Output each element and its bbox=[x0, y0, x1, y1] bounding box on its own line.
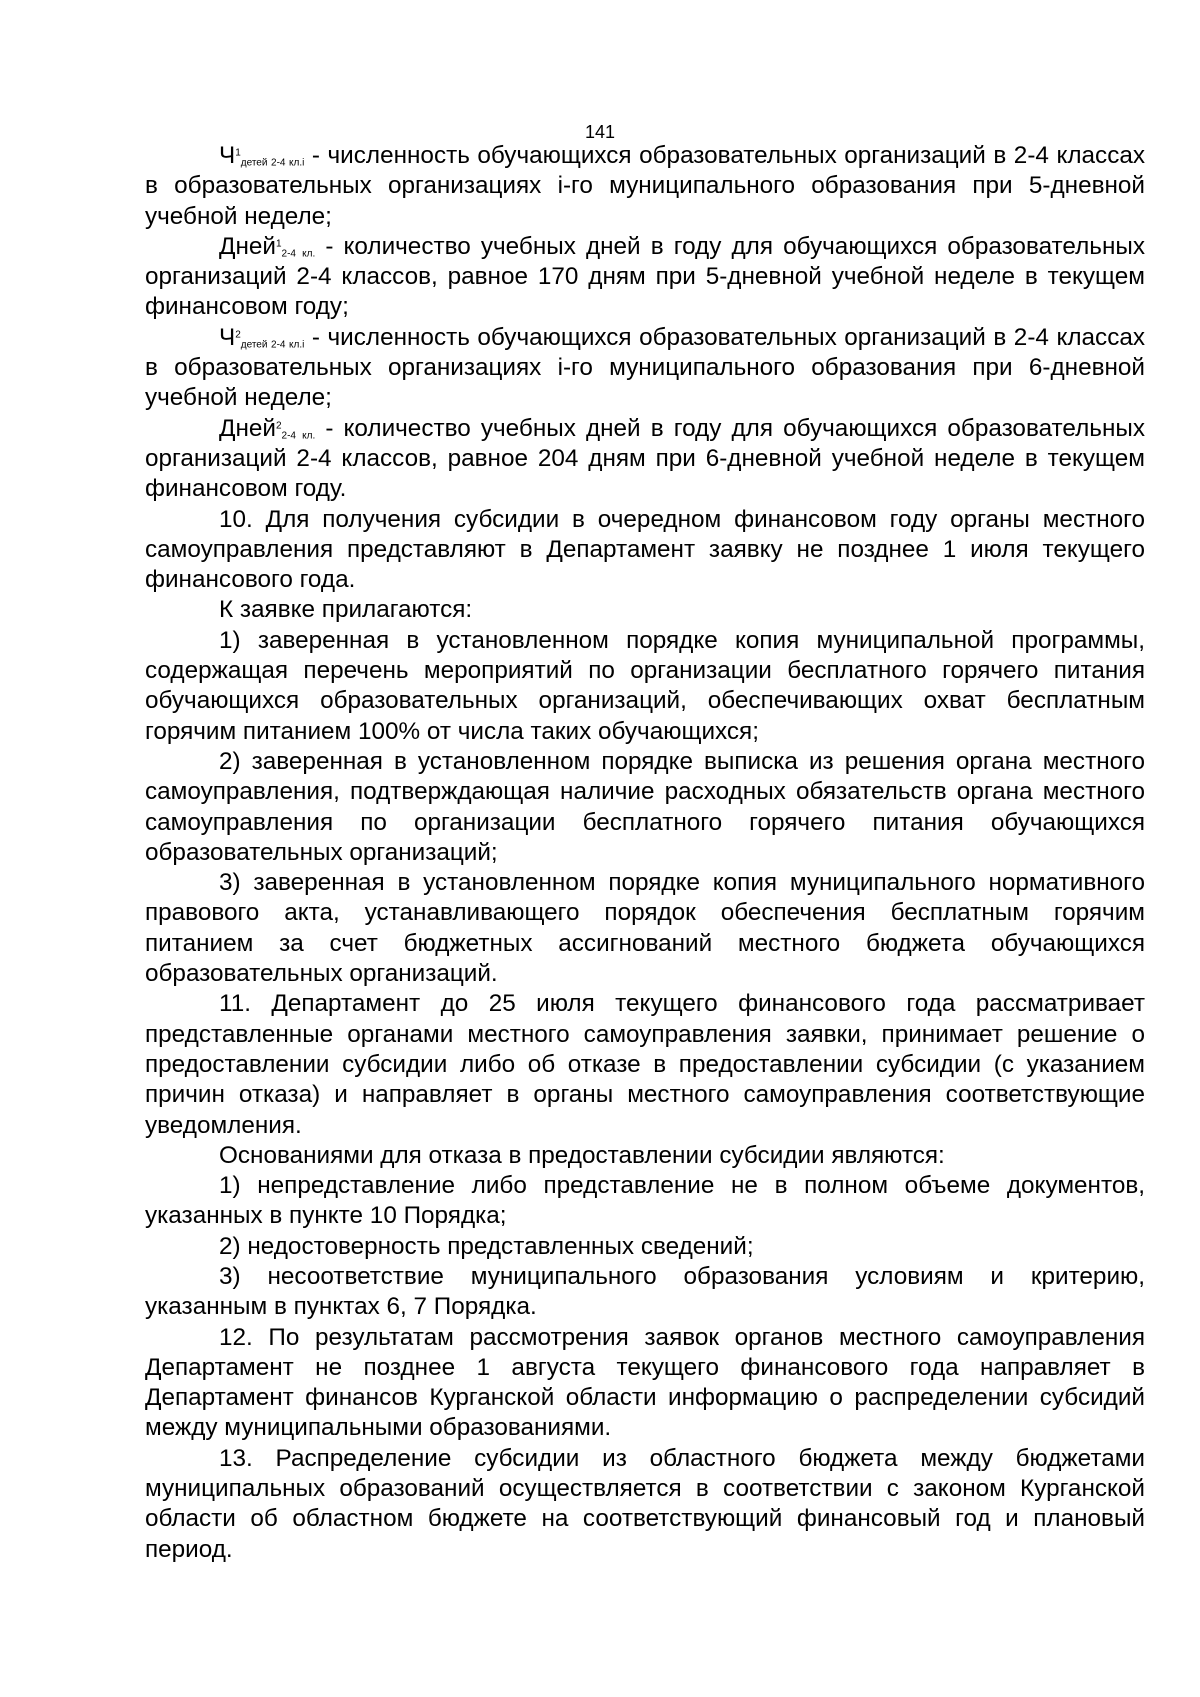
formula-symbol: Ч bbox=[219, 142, 236, 169]
formula-symbol: Дней bbox=[219, 414, 276, 442]
paragraph-refusal-ground-3: 3) несоответствие муниципального образования условиям и критерию, указанным в пунктах 6, 7 Порядка. bbox=[145, 1262, 1145, 1321]
paragraph-attachment-2: 2) заверенная в установленном порядке выписка из решения органа местного самоуправления, подтверждающая наличие расходных обязательств органа местного самоуправления по организации бесплатного горячего питания обучающихся образовательных организаций; bbox=[145, 747, 1145, 866]
formula-subscript: 2-4 кл. bbox=[281, 248, 316, 260]
paragraph-attachment-3: 3) заверенная в установленном порядке копия муниципального нормативного правового акта, устанавливающего порядок обеспечения бесплатным горячим питанием за счет бюджетных ассигнований местного бюджета обучающихся образовательных организаций. bbox=[145, 869, 1145, 988]
paragraph-item-12: 12. По результатам рассмотрения заявок органов местного самоуправления Департамент не позднее 1 августа текущего финансового года направляет в Департамент финансов Курганской области информацию о распределении субсидий между муниципальными образованиями. bbox=[145, 1323, 1145, 1442]
formula-subscript: детей 2-4 кл.i bbox=[240, 157, 305, 169]
formula-description: - количество учебных дней в году для обучающихся образовательных организаций 2-4 классов, равное 204 дням при 6-дневной учебной неделе в текущем финансовом году. bbox=[145, 414, 1145, 503]
formula-subscript: 2-4 кл. bbox=[281, 430, 316, 442]
paragraph-item-13: 13. Распределение субсидии из областного бюджета между бюджетами муниципальных образований осуществляется в соответствии с законом Курганской области об областном бюджете на соответствующий финансовый год и плановый период. bbox=[145, 1444, 1145, 1563]
paragraph-refusal-grounds-intro: Основаниями для отказа в предоставлении субсидии являются: bbox=[219, 1141, 945, 1169]
paragraph-refusal-ground-1: 1) непредставление либо представление не в полном объеме документов, указанных в пункте 10 Порядка; bbox=[145, 1172, 1145, 1230]
formula-superscript: 1 bbox=[275, 238, 282, 250]
page-number: 141 bbox=[584, 122, 616, 142]
paragraph-attachments-intro: К заявке прилагаются: bbox=[219, 596, 473, 624]
formula-subscript: детей 2-4 кл.i bbox=[240, 339, 305, 351]
formula-description: - численность обучающихся образовательных организаций в 2-4 классах в образовательных организациях i-го муниципального образования при 6-дневной учебной неделе; bbox=[145, 323, 1146, 412]
paragraph-refusal-ground-2: 2) недостоверность представленных сведений; bbox=[219, 1232, 754, 1260]
formula-superscript: 2 bbox=[275, 420, 282, 432]
formula-description: - количество учебных дней в году для обучающихся образовательных организаций 2-4 классов, равное 170 дням при 5-дневной учебной неделе в текущем финансовом году; bbox=[145, 232, 1145, 321]
formula-superscript: 2 bbox=[235, 329, 241, 341]
formula-superscript: 1 bbox=[235, 147, 241, 159]
paragraph-item-11: 11. Департамент до 25 июля текущего финансового года рассматривает представленные органами местного самоуправления заявки, принимает решение о предоставлении субсидии либо об отказе в предоставлении субсидии (с указанием причин отказа) и направляет в органы местного самоуправления соответствующие уведомления. bbox=[145, 990, 1145, 1139]
paragraph-attachment-1: 1) заверенная в установленном порядке копия муниципальной программы, содержащая перечень мероприятий по организации бесплатного горячего питания обучающихся образовательных организаций, обеспечивающих охват бесплатным горячим питанием 100% от числа таких обучающихся; bbox=[145, 626, 1145, 745]
formula-definition bbox=[145, 141, 1145, 232]
formula-definition bbox=[145, 323, 1145, 414]
formula-definition bbox=[145, 232, 1145, 323]
formula-symbol: Ч bbox=[219, 323, 236, 351]
document-body bbox=[145, 141, 1145, 1565]
formula-description: - численность обучающихся образовательных организаций в 2-4 классах в образовательных организациях i-го муниципального образования при 5-дневной учебной неделе; bbox=[145, 142, 1146, 230]
paragraph-item-10: 10. Для получения субсидии в очередном финансовом году органы местного самоуправления представляют в Департамент заявку не позднее 1 июля текущего финансового года. bbox=[145, 505, 1145, 594]
formula-definition bbox=[145, 414, 1145, 505]
formula-symbol: Дней bbox=[219, 232, 276, 260]
